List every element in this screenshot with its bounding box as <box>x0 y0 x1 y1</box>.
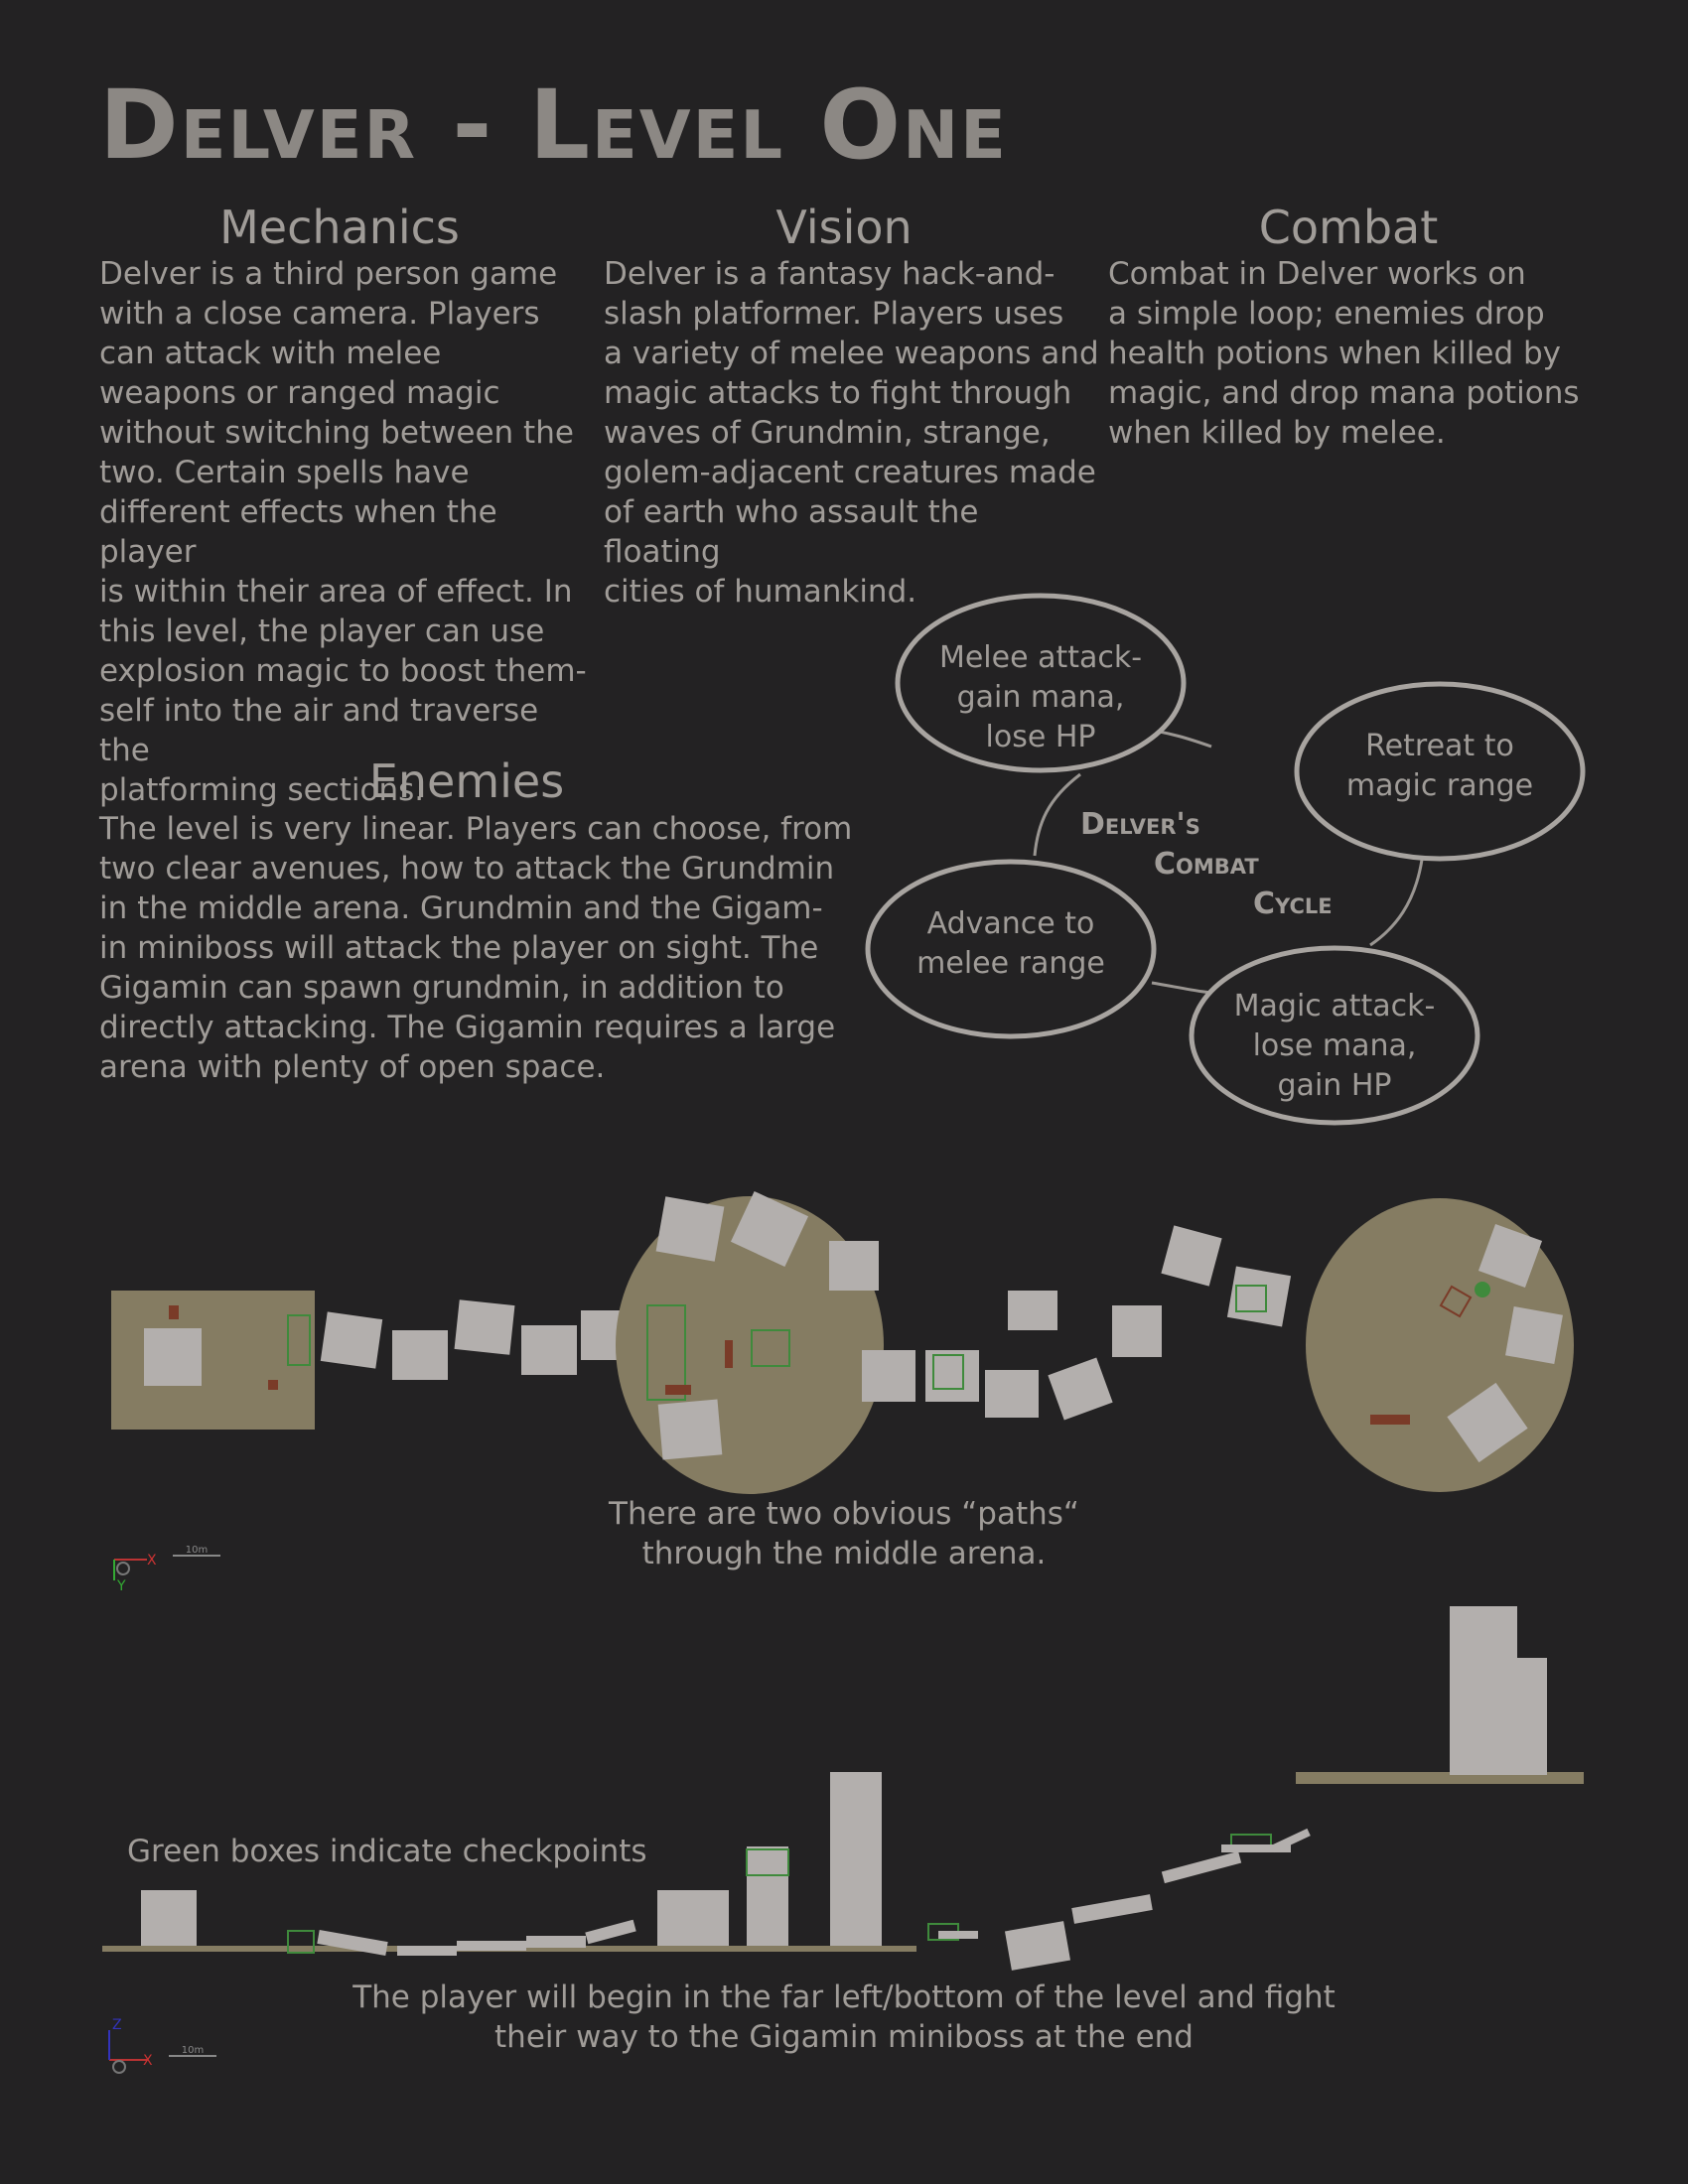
cycle-node-retreat <box>1297 684 1583 859</box>
combat-cycle-diagram <box>854 586 1609 1142</box>
page-title: Delver - Level One <box>99 69 1008 181</box>
svg-text:Magic attack-: Magic attack- <box>1233 989 1436 1024</box>
svg-text:10m: 10m <box>181 2045 205 2056</box>
cycle-connector <box>1035 774 1080 856</box>
vision-text: Delver is a fantasy hack-and- slash platformer. Players uses a variety of melee weapons and magic attacks to fight through waves of Grundmin, strange, golem-adjacent creatures made of earth who assault the floating cities of humankind. <box>604 256 1099 610</box>
enemies-text: The level is very linear. Players can choose, from two clear avenues, how to attack the Grundmin in the middle arena. Grundmin and the Gigam- in miniboss will attack the player on sight. The Gigamin can spawn grundmin, in addition to directly attacking. The Gigamin requires a large arena with plenty of open space. <box>99 811 853 1085</box>
svg-text:Y: Y <box>117 1578 126 1594</box>
svg-text:Advance to: Advance to <box>926 906 1095 941</box>
svg-text:magic range: magic range <box>1345 768 1534 803</box>
svg-text:Z: Z <box>112 2017 122 2033</box>
enemies-heading: Enemies <box>368 754 565 808</box>
map-room-start <box>111 1291 315 1430</box>
vision-heading: Vision <box>775 201 913 254</box>
cycle-connector <box>1370 860 1422 945</box>
svg-text:X: X <box>147 1553 157 1569</box>
svg-text:Combat: Combat <box>1154 847 1259 882</box>
svg-text:gain HP: gain HP <box>1277 1068 1392 1103</box>
svg-text:gain mana,: gain mana, <box>956 680 1125 715</box>
cycle-node-melee <box>898 596 1184 770</box>
svg-text:Retreat to: Retreat to <box>1365 729 1514 763</box>
svg-text:Melee attack-: Melee attack- <box>938 640 1143 675</box>
top-view-caption: There are two obvious “paths“ through the middle arena. <box>609 1496 1079 1571</box>
combat-heading: Combat <box>1258 201 1439 254</box>
checkpoint-legend: Green boxes indicate checkpoints <box>127 1834 647 1869</box>
svg-text:X: X <box>143 2053 153 2069</box>
combat-text: Combat in Delver works on a simple loop; enemies drop health potions when killed by magic, and drop mana potions when killed by melee. <box>1108 256 1580 451</box>
mechanics-heading: Mechanics <box>219 201 460 254</box>
svg-text:Delver's: Delver's <box>1080 807 1200 842</box>
svg-text:melee range: melee range <box>916 946 1105 981</box>
cycle-node-advance <box>868 862 1154 1036</box>
side-view-caption: The player will begin in the far left/bottom of the level and fight their way to the Gigamin miniboss at the end <box>352 1979 1336 2055</box>
svg-text:lose HP: lose HP <box>985 720 1096 754</box>
cycle-node-magic <box>1192 948 1477 1123</box>
svg-text:10m: 10m <box>185 1545 209 1556</box>
svg-text:lose mana,: lose mana, <box>1252 1028 1417 1063</box>
svg-text:Cycle: Cycle <box>1253 887 1333 921</box>
mechanics-text: Delver is a third person game with a close camera. Players can attack with melee weapons or ranged magic without switching between the two. Certain spells have different effects when the player is within their area of effect. In this level, the player can use explosion magic to boost them- self into the air and traverse the platforming sections. <box>99 256 587 808</box>
